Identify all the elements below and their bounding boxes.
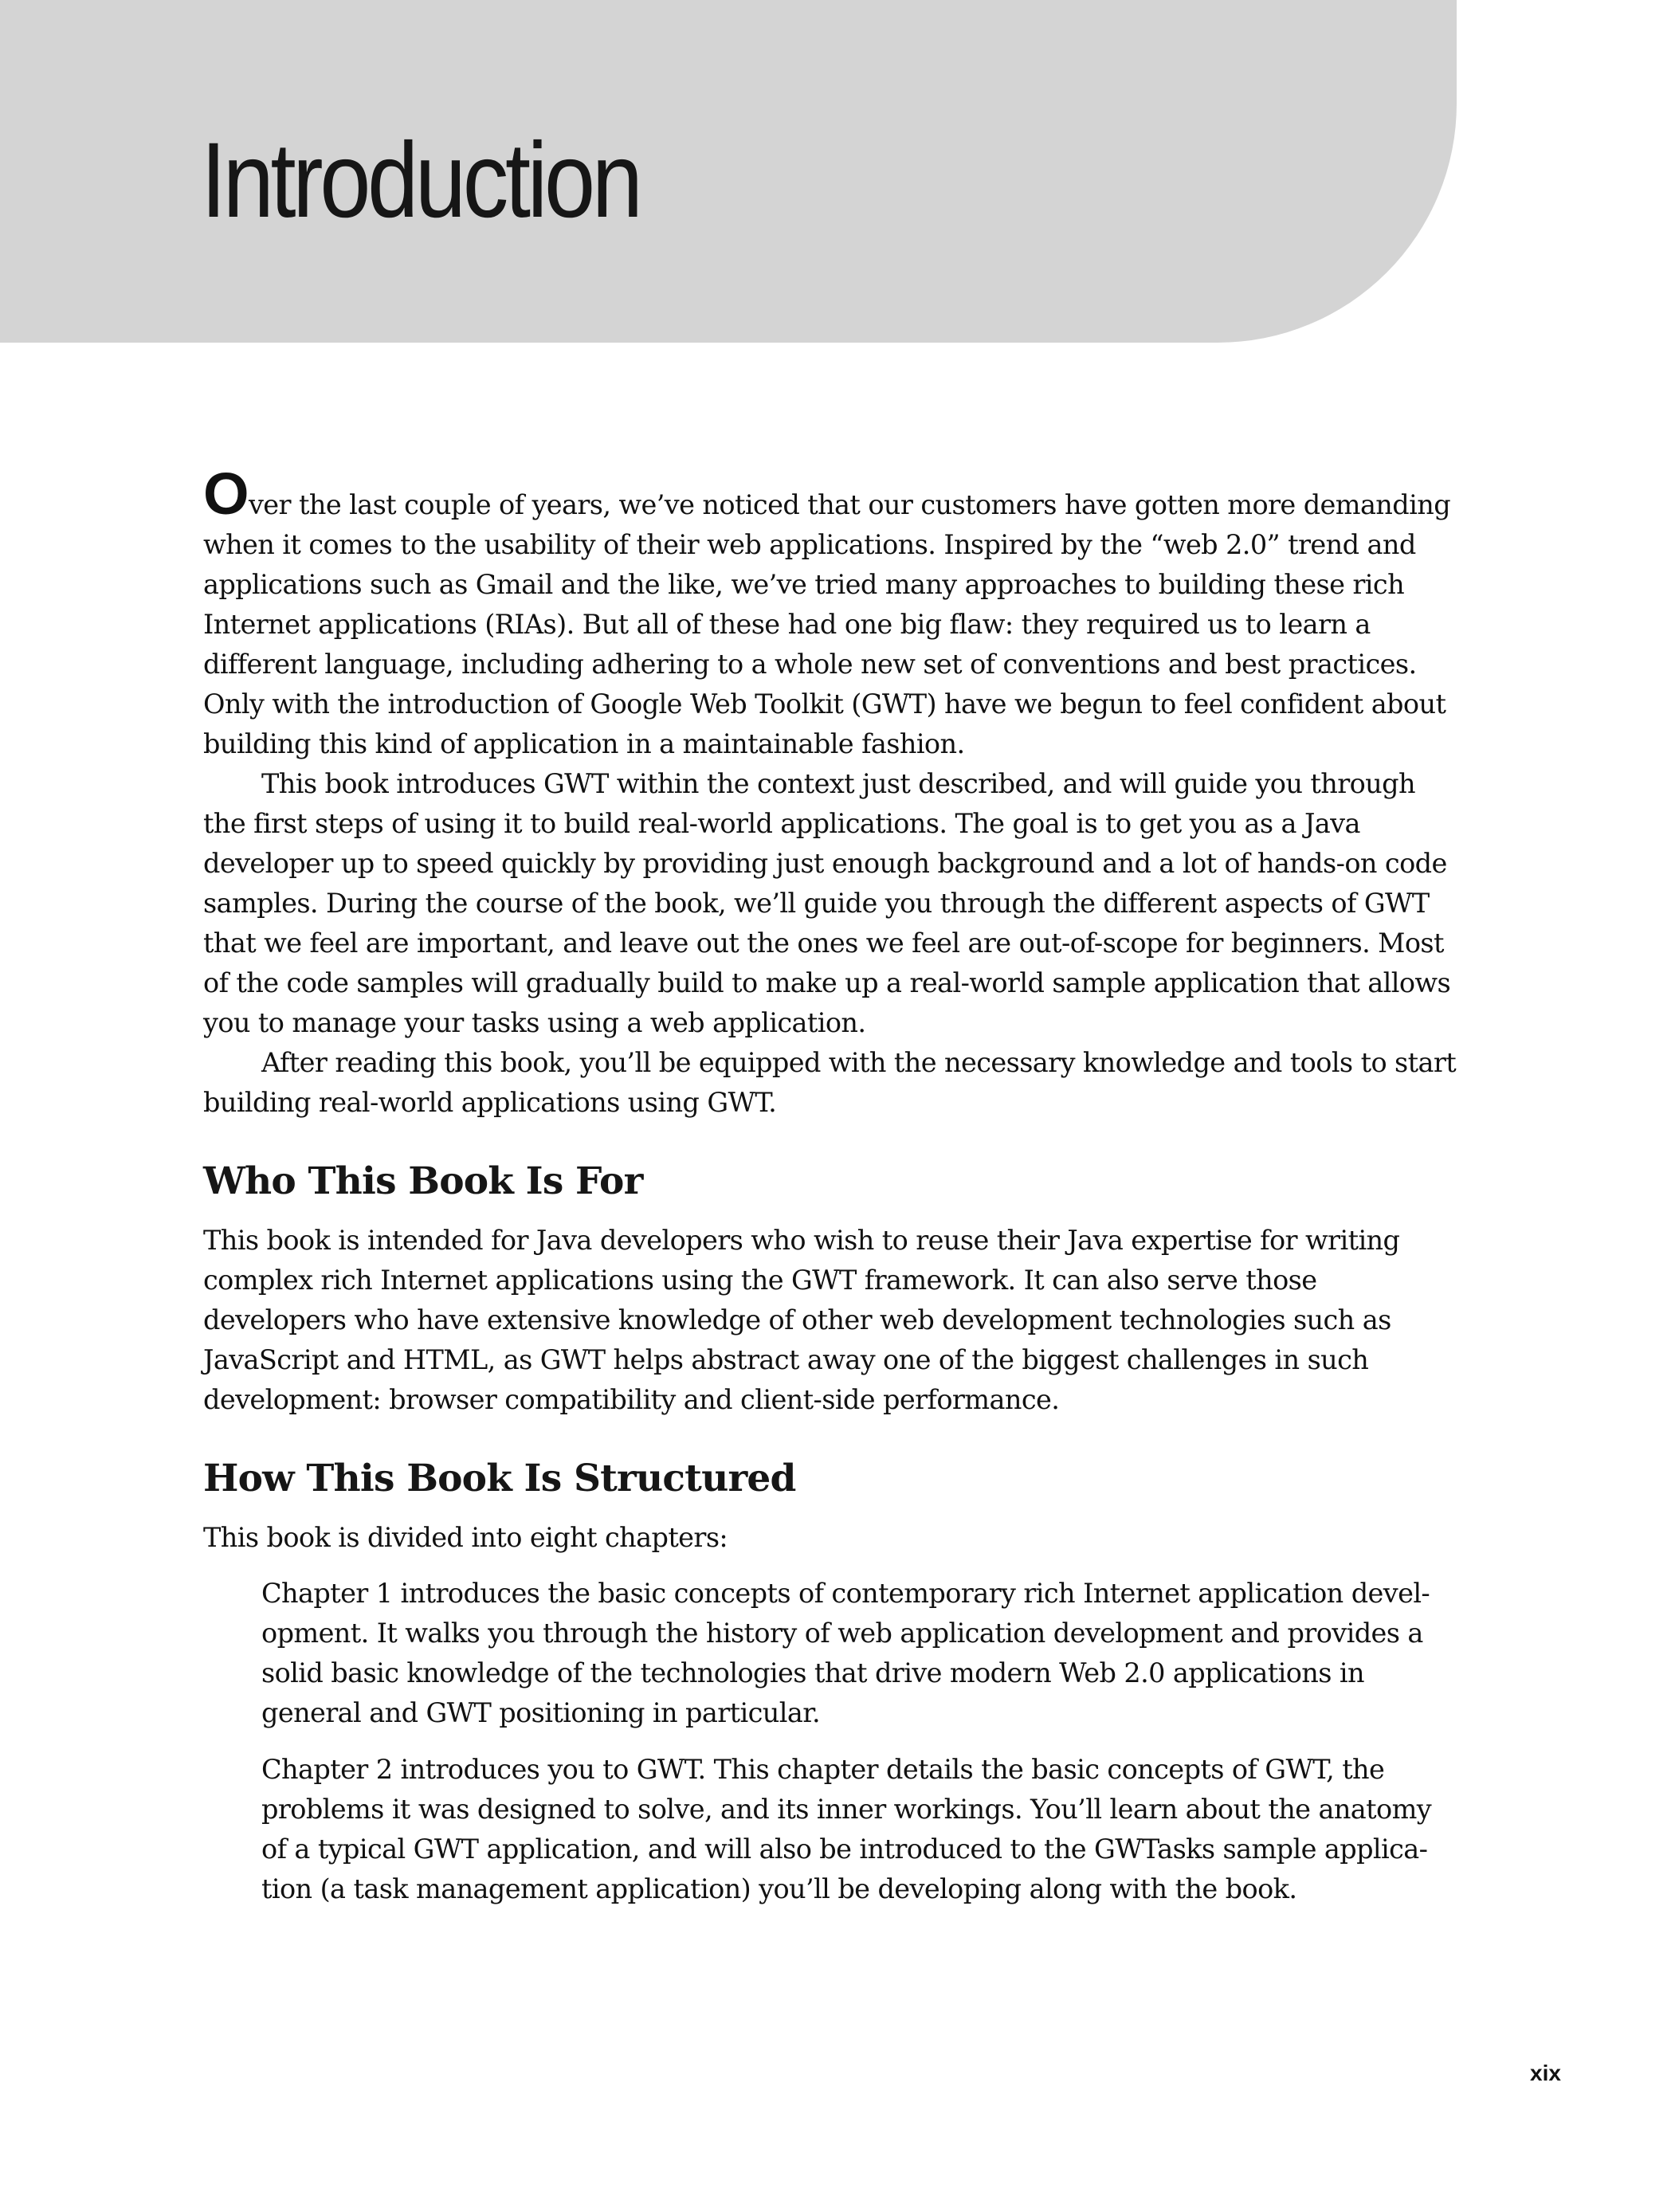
intro-paragraph-3: After reading this book, you’ll be equipped with the necessary knowledge and tools to start building real-world applications using GWT.: [203, 1047, 1457, 1118]
section-heading-structure: How This Book Is Structured: [203, 1457, 796, 1500]
intro-paragraph-1: [203, 461, 1461, 764]
section-heading-who-for: Who This Book Is For: [203, 1159, 643, 1203]
page-number: xix: [1530, 2061, 1561, 2085]
structure-lead-paragraph: This book is divided into eight chapters:: [203, 1522, 728, 1553]
chapter-item-1: Chapter 1 introduces the basic concepts of contemporary rich Internet application devel-opment. It walks you through the history of web application development and provides a solid basic knowledge of the technologies that drive modern Web 2.0 applications in general and GWT positioning in particular.: [261, 1578, 1430, 1728]
chapter-title: Introduction: [201, 121, 640, 240]
intro-paragraph-2: This book introduces GWT within the context just described, and will guide you through the first steps of using it to build real-world applications. The goal is to get you as a Java developer up to speed quickly by providing just enough background and a lot of hands-on code samples. During the course of the book, we’ll guide you through the different aspects of GWT that we feel are important, and leave out the ones we feel are out-of-scope for beginners. Most of the code samples will gradually build to make up a real-world sample application that allows you to manage your tasks using a web application.: [203, 768, 1451, 1038]
who-for-paragraph: This book is intended for Java developers who wish to reuse their Java expertise for writing complex rich Internet applications using the GWT framework. It can also serve those developers who have extensive knowledge of other web development technologies such as JavaScript and HTML, as GWT helps abstract away one of the biggest challenges in such development: browser compatibility and client-side performance.: [203, 1225, 1400, 1415]
chapter-item-2: Chapter 2 introduces you to GWT. This chapter details the basic concepts of GWT, the problems it was designed to solve, and its inner workings. You’ll learn about the anatomy of a typical GWT application, and will also be introduced to the GWTasks sample applica-tion (a task management application) you’ll be developing along with the book.: [261, 1754, 1432, 1904]
intro-paragraph-1-text: ver the last couple of years, we’ve noticed that our customers have gotten more demanding when it comes to the usability of their web applications. Inspired by the “web 2.0” trend and applications such as Gmail and the like, we’ve tried many approaches to building these rich Internet applications (RIAs). But all of these had one big flaw: they required us to learn a different language, including adhering to a whole new set of conventions and best practices. Only with the introduction of Google Web Toolkit (GWT) have we begun to feel confident about building this kind of application in a maintainable fashion.: [203, 489, 1451, 759]
drop-cap: O: [203, 461, 249, 527]
page-content: [203, 461, 1461, 1926]
chapter-list: [203, 1574, 1461, 1909]
